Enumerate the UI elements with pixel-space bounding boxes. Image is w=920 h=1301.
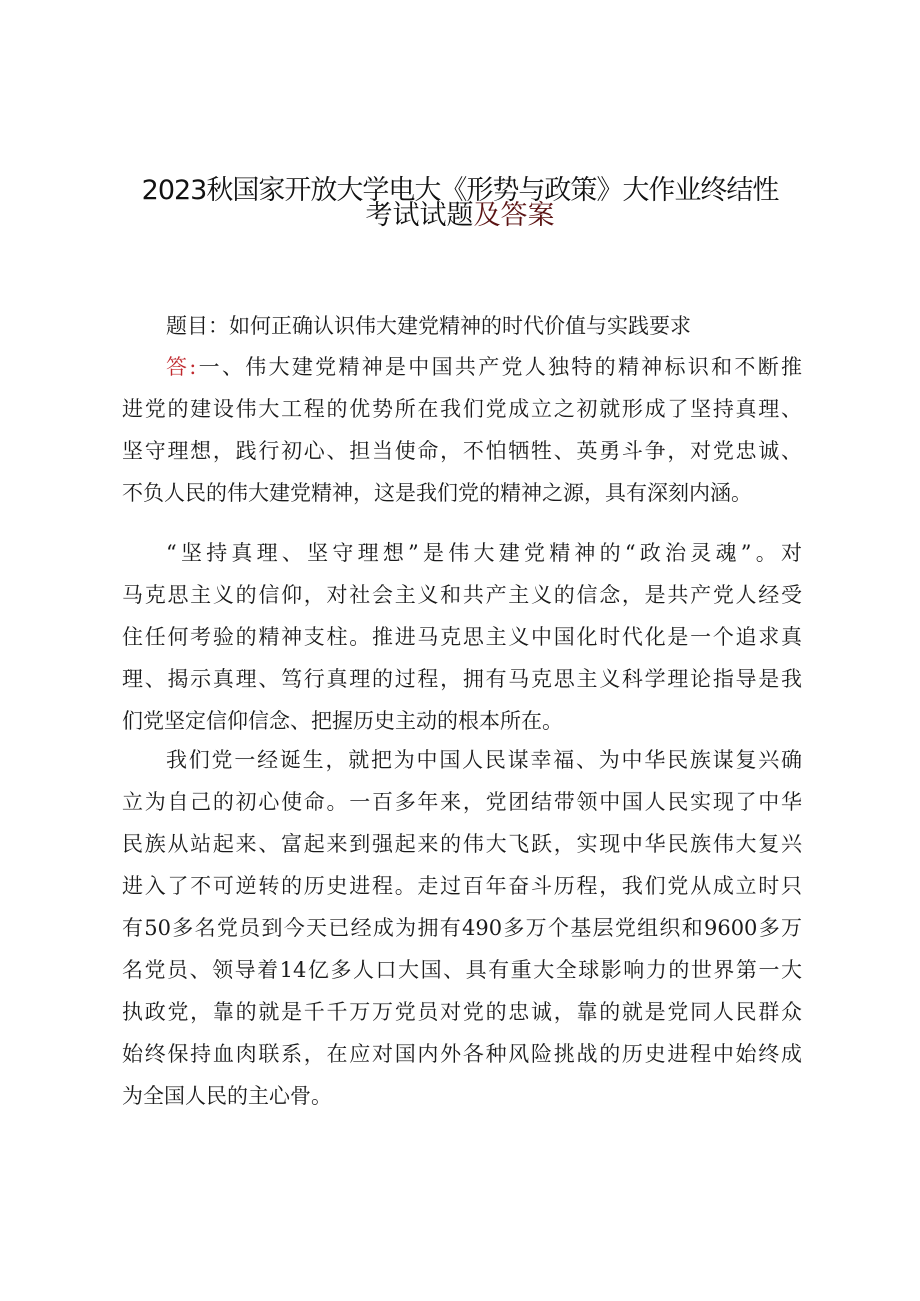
paragraph-1-line-2: 进党的建设伟大工程的优势所在我们党成立之初就形成了坚持真理、 (122, 397, 802, 421)
answer-label: 答: (166, 355, 197, 379)
question-label: 题目： (166, 314, 229, 338)
paragraph-3-line-3: 民族从站起来、富起来到强起来的伟大飞跃，实现中华民族伟大复兴 (122, 832, 802, 856)
paragraph-3-line-5: 有50多名党员到今天已经成为拥有490多万个基层党组织和9600多万 (122, 916, 802, 940)
paragraph-3-line-7: 执政党，靠的就是千千万万党员对党的忠诚，靠的就是党同人民群众 (122, 1000, 802, 1024)
question-text: 如何正确认识伟大建党精神的时代价值与实践要求 (229, 314, 691, 338)
paragraph-2-line-3: 住任何考验的精神支柱。推进马克思主义中国化时代化是一个追求真 (122, 625, 802, 649)
paragraph-2-line-2: 马克思主义的信仰，对社会主义和共产主义的信念，是共产党人经受 (122, 583, 802, 607)
paragraph-3-line-4: 进入了不可逆转的历史进程。走过百年奋斗历程，我们党从成立时只 (122, 874, 802, 898)
paragraph-3-line-9: 为全国人民的主心骨。 (122, 1084, 332, 1108)
paragraph-2-line-1: “坚持真理、坚守理想”是伟大建党精神的“政治灵魂”。对 (166, 541, 802, 565)
paragraph-1-line-1 (166, 352, 802, 382)
paragraph-3-line-6: 名党员、领导着14亿多人口大国、具有重大全球影响力的世界第一大 (122, 958, 802, 982)
paragraph-3-line-8: 始终保持血肉联系，在应对国内外各种风险挑战的历史进程中始终成 (122, 1042, 802, 1066)
paragraph-3-line-2: 立为自己的初心使命。一百多年来，党团结带领中国人民实现了中华 (122, 790, 802, 814)
paragraph-1-line-4: 不负人民的伟大建党精神，这是我们党的精神之源，具有深刻内涵。 (122, 481, 752, 505)
title-line-2-plain: 考试试题 (365, 200, 474, 231)
document-title-line-1: 2023秋国家开放大学电大《形势与政策》大作业终结性 (141, 175, 779, 206)
paragraph-1-line-3: 坚守理想，践行初心、担当使命，不怕牺牲、英勇斗争，对党忠诚、 (122, 439, 802, 463)
paragraph-3-line-1: 我们党一经诞生，就把为中国人民谋幸福、为中华民族谋复兴确 (166, 748, 802, 772)
paragraph-2-line-5: 们党坚定信仰信念、把握历史主动的根本所在。 (122, 709, 563, 733)
document-title-line-2 (80, 193, 840, 232)
question-line (166, 311, 802, 341)
paragraph-1-line-1-text: 一、伟大建党精神是中国共产党人独特的精神标识和不断推 (196, 355, 803, 379)
title-line-2-highlight: 及答案 (473, 200, 555, 231)
paragraph-2-line-4: 理、揭示真理、笃行真理的过程，拥有马克思主义科学理论指导是我 (122, 667, 802, 691)
